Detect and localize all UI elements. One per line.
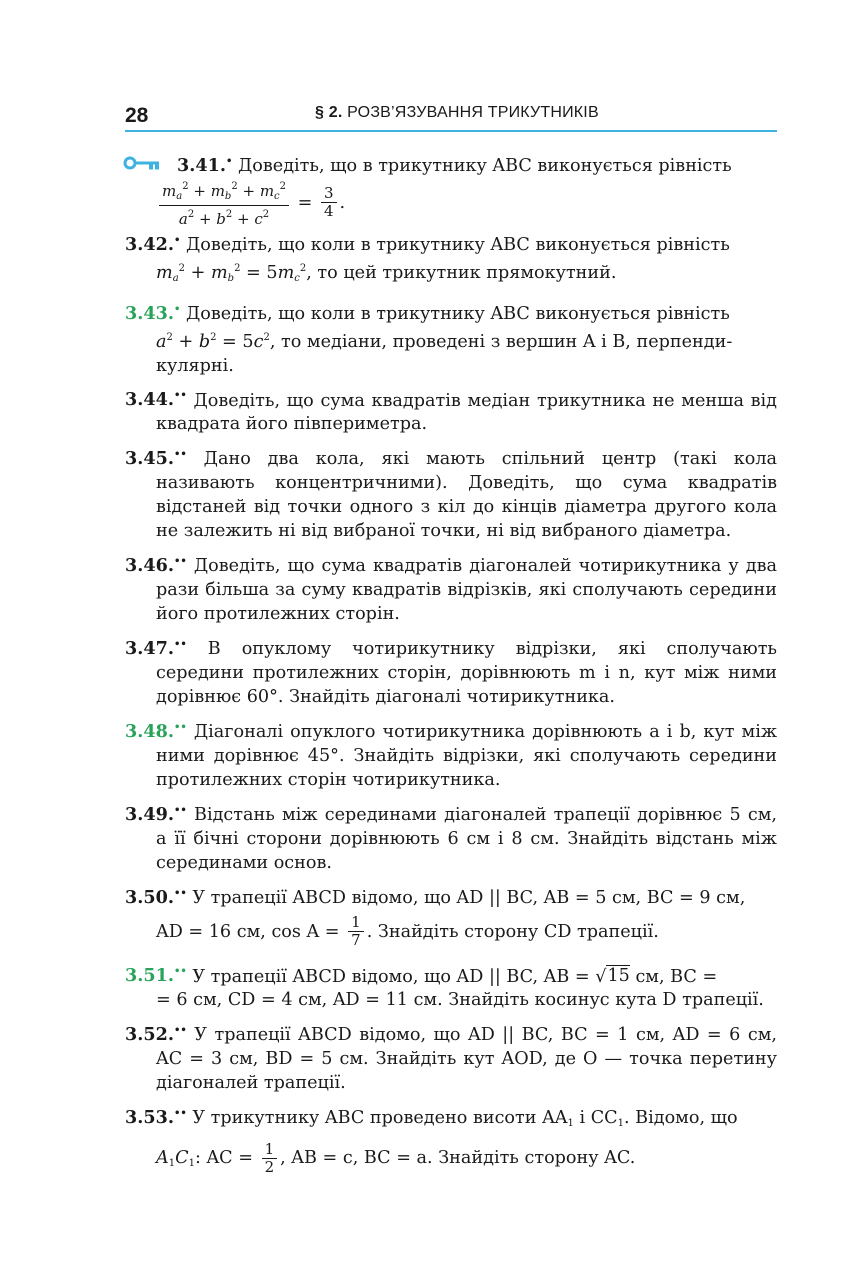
problem-text-cont: см, BC = — [635, 966, 718, 987]
problem-text: У трапеції ABCD відомо, що AD || BC, AB = — [192, 966, 590, 987]
problem-number: 3.45.•• — [125, 448, 187, 470]
page-header — [125, 98, 777, 132]
problem-text-5: , AB = c, BC = a. Знайдіть сторону AC. — [280, 1148, 636, 1169]
problem-number: 3.48.•• — [125, 720, 187, 742]
sqrt-expression: √15 — [595, 966, 630, 987]
problem-3-51 — [125, 961, 777, 1013]
problem-text-cont: то цей трикутник прямокутний. — [317, 262, 617, 283]
running-head — [315, 104, 599, 122]
problem-number: 3.51.•• — [125, 965, 187, 987]
problem-text-3: . Відомо, що — [624, 1108, 738, 1129]
problem-text: Діагоналі опуклого чотирикутника дорівнюють a і b, кут між ними дорівнює 45°. Знайдіть відрізки, які сполучають середини протилежних сторін чотирикутника. — [156, 721, 778, 790]
key-icon — [123, 155, 167, 171]
problem-text: Доведіть, що сума квадратів діагоналей чотирикутника у два рази більша за суму квадратів відрізків, які сполучають середини його протилежних сторін. — [156, 556, 778, 625]
problem-text-end: = 6 см, CD = 4 см, AD = 11 см. Знайдіть косинус кута D трапеції. — [156, 990, 764, 1011]
section-title: РОЗВ’ЯЗУВАННЯ ТРИКУТНИКІВ — [347, 104, 599, 121]
formula: $\frac{m_a^2 + m_b^2 + m_c^2}{a^2 + b^2 + c^2}$ = $\frac{3}{4}$ . — [156, 178, 777, 222]
problem-3-45 — [125, 443, 777, 543]
problem-number: 3.47.•• — [125, 638, 187, 660]
problem-3-52 — [125, 1019, 777, 1095]
problem-text: Доведіть, що сума квадратів медіан трикутника не менша від квадрата його півпериметра. — [156, 390, 778, 435]
problem-text: Доведіть, що в трикутнику ABC виконується рівність — [237, 155, 732, 176]
problem-number: 3.50.•• — [125, 886, 187, 908]
fraction: $\frac{1}{2}$ — [262, 1141, 278, 1176]
problem-list — [125, 150, 777, 1187]
problem-3-47 — [125, 633, 777, 709]
problem-3-42 — [125, 229, 777, 291]
problem-3-49 — [125, 799, 777, 875]
problem-3-46 — [125, 550, 777, 626]
problem-text-end: кулярні. — [156, 355, 234, 376]
problem-number: 3.52.•• — [125, 1024, 187, 1046]
page-number: 28 — [125, 104, 149, 127]
problem-text: В опуклому чотирикутнику відрізки, які сполучають середини протилежних сторін, дорівнюють m і n, кут між ними дорівнює 60°. Знайдіть діагоналі чотирикутника. — [156, 639, 778, 708]
problem-3-44 — [125, 385, 777, 437]
problem-text-2: і CC — [579, 1108, 618, 1129]
problem-number: 3.46.•• — [125, 555, 187, 577]
problem-3-43 — [125, 298, 777, 378]
formula-line: $A_1C_1$: AC = $\frac{1}{2}$ , AB = c, BC = a. Знайдіть сторону AC. — [156, 1139, 636, 1176]
problem-text: У трапеції ABCD відомо, що AD || BC, BC = 1 см, AD = 6 см, AC = 3 см, BD = 5 см. Знайдіть кут AOD, де O — точка перетину діагоналей трапеції. — [156, 1025, 777, 1094]
problem-text: У трапеції ABCD відомо, що AD || BC, AB = 5 см, BC = 9 см, — [192, 887, 746, 908]
problem-text-cont: то медіани, проведені з вершин A і B, перпенди- — [281, 331, 733, 352]
formula: $m_a^2 + m_b^2 = 5m_c^2$, — [156, 262, 318, 284]
problem-text-end: . Знайдіть сторону CD трапеції. — [366, 921, 659, 942]
formula: $a^2 + b^2 = 5c^2$, — [156, 331, 281, 352]
problem-number: 3.43.• — [125, 302, 181, 324]
problem-text: У трикутнику ABC проведено висоти AA — [192, 1108, 568, 1129]
formula-line — [156, 910, 777, 954]
problem-3-48 — [125, 716, 777, 792]
problem-number: 3.53.•• — [125, 1107, 187, 1129]
problem-3-53: 3.53.•• У трикутнику ABC проведено висоти $AA_1$ і $CC_1$. Відомо, що $A_1C_1$: AC = $\frac{1}{2}$ , AB = c, BC = a. Знайдіть сторону AC. — [125, 1102, 777, 1180]
problem-text-4: : AC = — [194, 1148, 253, 1169]
problem-number: 3.49.•• — [125, 803, 187, 825]
problem-text: Відстань між серединами діагоналей трапеції дорівнює 5 см, а її бічні сторони дорівнюють 6 см і 8 см. Знайдіть відстань між серединами основ. — [156, 804, 778, 873]
problem-text: Доведіть, що коли в трикутнику ABC виконується рівність — [185, 234, 730, 255]
problem-text: Доведіть, що коли в трикутнику ABC виконується рівність — [185, 303, 730, 324]
problem-number: 3.42.• — [125, 233, 181, 255]
problem-3-50 — [125, 882, 777, 954]
problem-text: Дано два кола, які мають спільний центр (такі кола називають концентричними). Доведіть, що сума квадратів відстаней від точки одного з кіл до кінців діаметра другого кола не залежить ні від вибраної точки, ні від вибраного діаметра. — [156, 449, 777, 542]
problem-3-41 — [125, 150, 777, 228]
problem-text-cont: AD = 16 см, cos A = — [156, 921, 340, 942]
problem-number: 3.41.• — [177, 154, 233, 176]
problem-number: 3.44.•• — [125, 389, 187, 411]
section-mark: § 2. — [315, 104, 343, 121]
fraction: $\frac{1}{7}$ — [348, 914, 364, 949]
